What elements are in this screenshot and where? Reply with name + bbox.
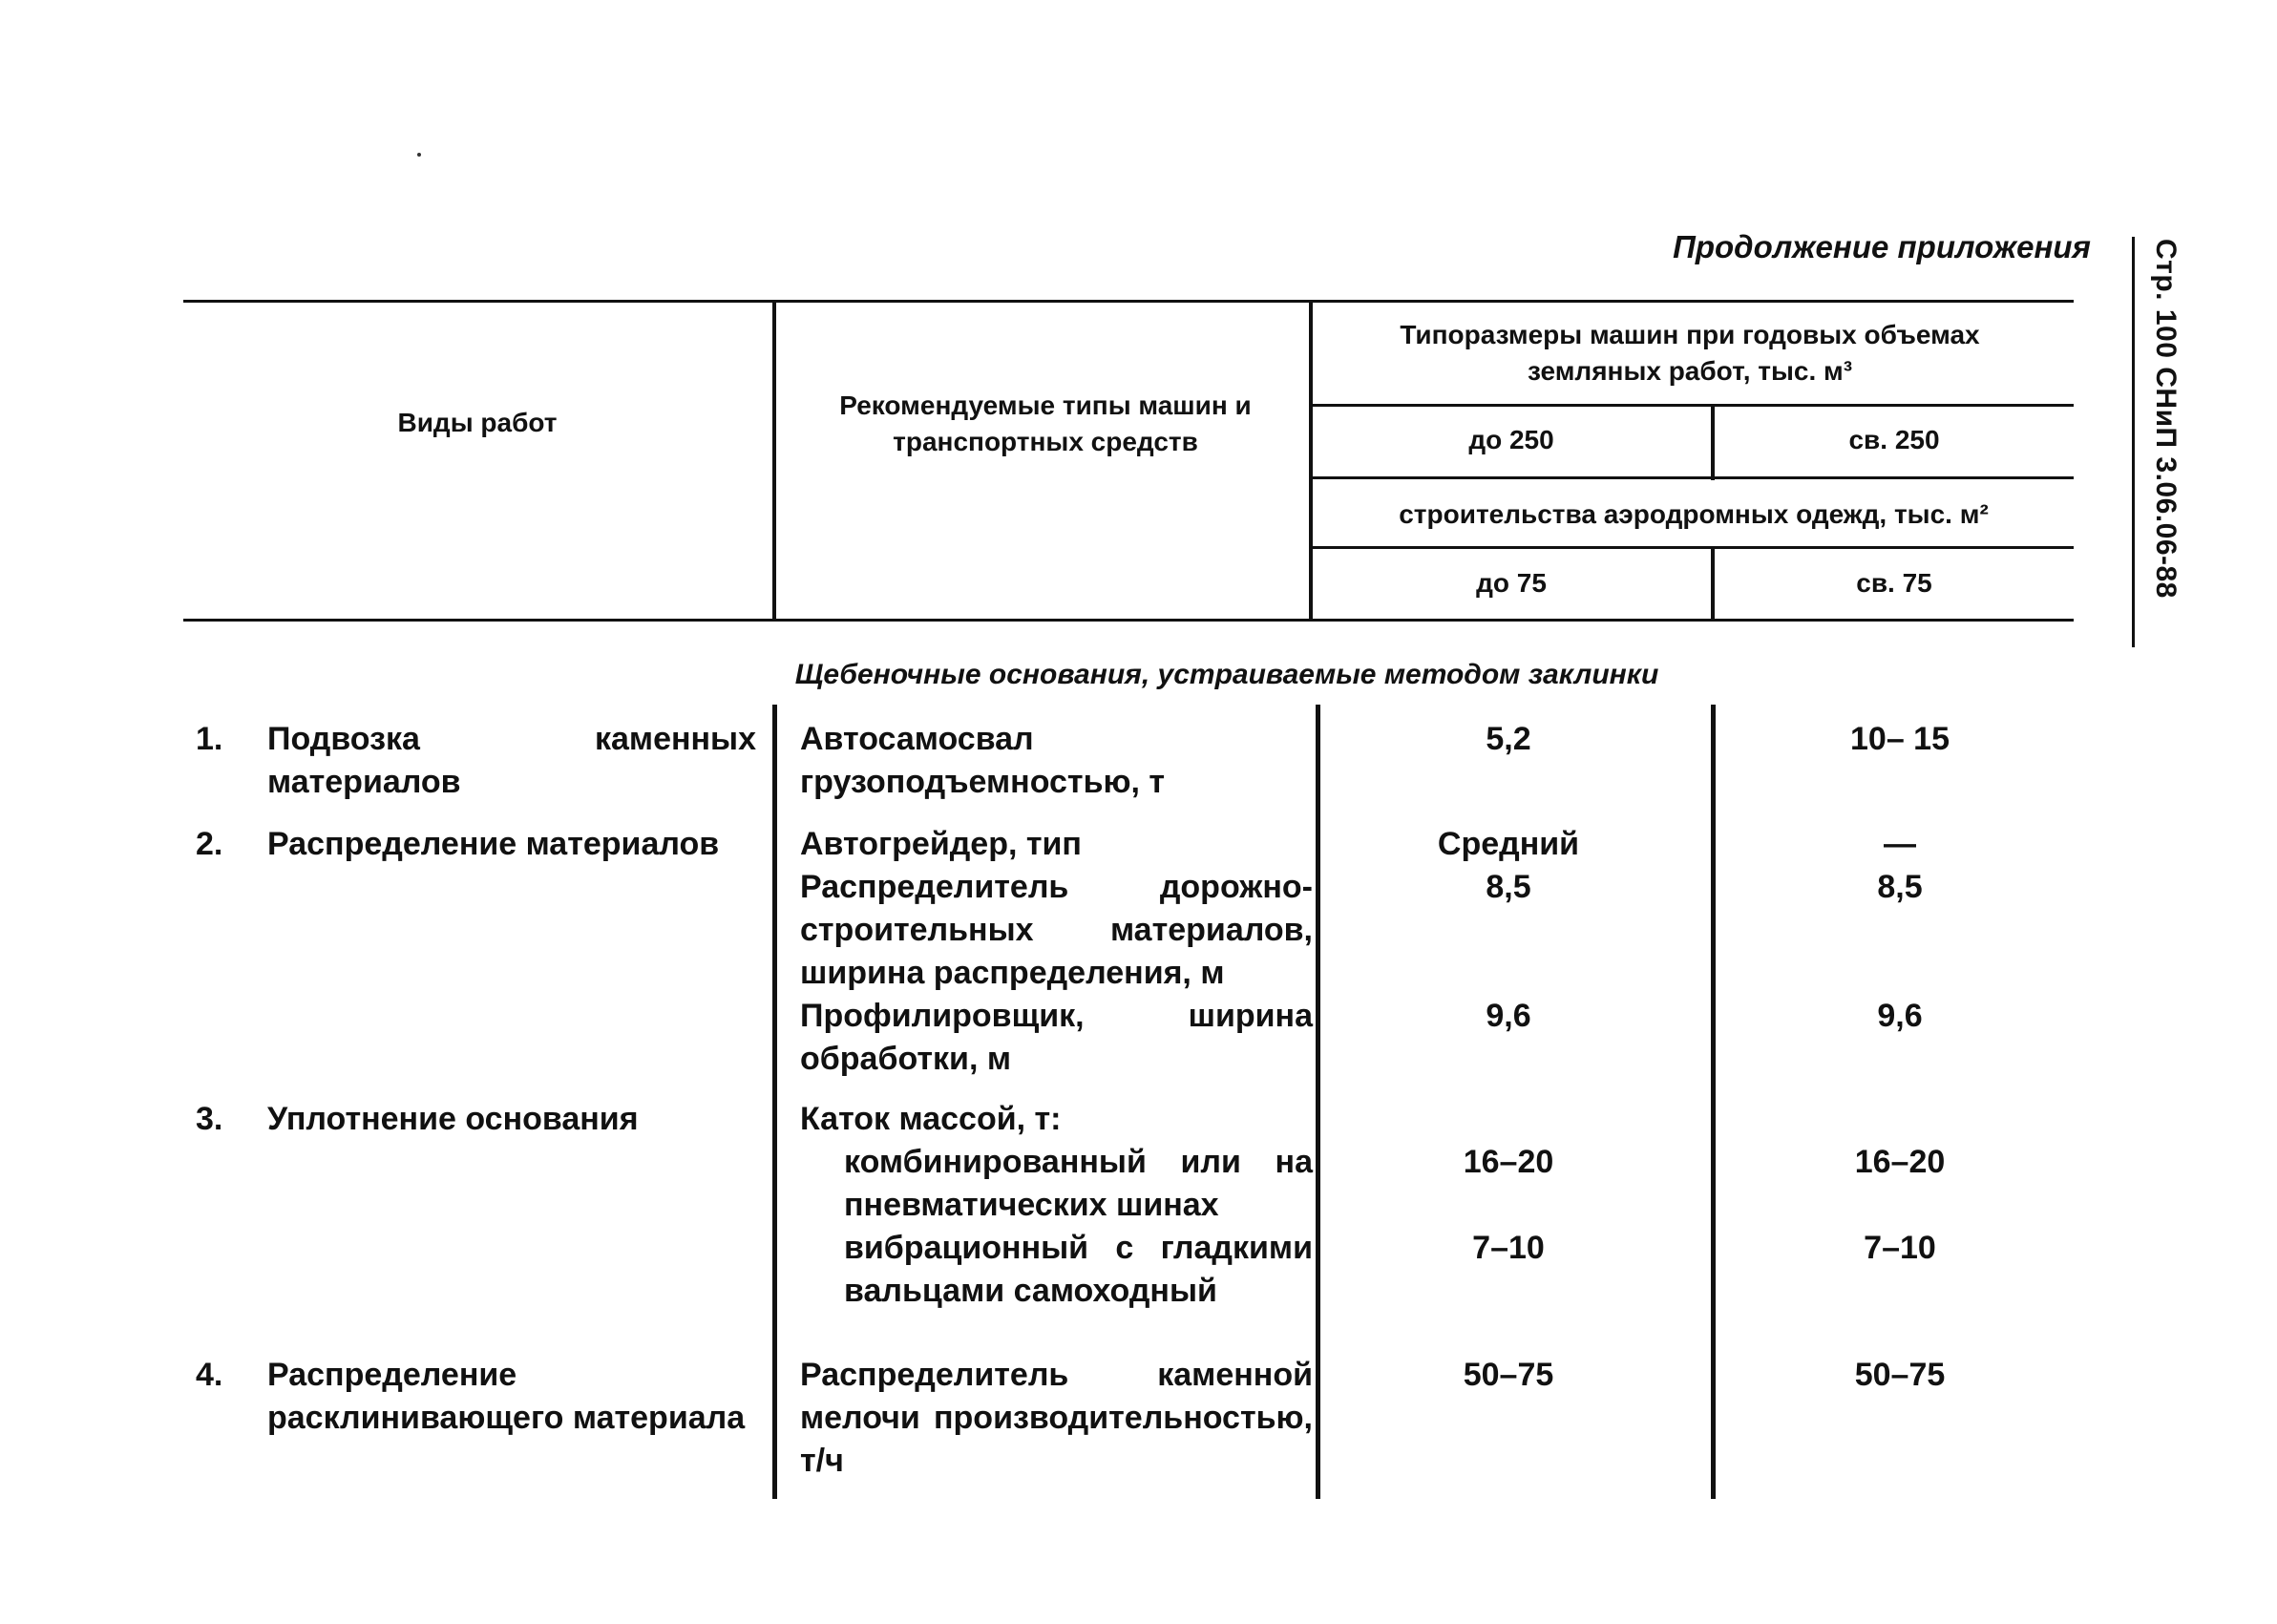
machine-type: Распределитель каменной мелочи производительностью, т/ч: [800, 1357, 1313, 1479]
header-earth-high: св. 250: [1848, 425, 1940, 454]
continuation-label: Продолжение приложения: [1673, 229, 2091, 264]
value-high: —: [1884, 826, 1916, 862]
machine-group-label: Каток массой, т:: [800, 1101, 1062, 1137]
work-type: Подвозка каменных материалов: [267, 721, 756, 800]
section-title: Щебеночные основания, устраиваемые методом заклинки: [794, 659, 1659, 690]
value-high: 16–20: [1854, 1144, 1946, 1180]
header-divider-1: [772, 300, 776, 621]
header-rule-b: [1309, 476, 2074, 479]
value-low: 9,6: [1486, 998, 1531, 1034]
value-high: 8,5: [1877, 869, 1923, 905]
value-low: 7–10: [1472, 1230, 1545, 1266]
row-number: 1.: [196, 721, 223, 757]
page-reference: Стр. 100 СНиП 3.06.06-88: [2150, 239, 2182, 599]
body-divider-2: [1316, 705, 1320, 1499]
header-earth-low: до 250: [1468, 425, 1554, 454]
row-number: 4.: [196, 1357, 223, 1393]
value-high: 9,6: [1877, 998, 1923, 1034]
header-top-rule: [183, 300, 2074, 303]
value-high: 7–10: [1864, 1230, 1936, 1266]
machine-type: комбинированный или на пневматических шинах: [844, 1144, 1313, 1223]
header-work-types: Виды работ: [397, 408, 558, 437]
value-low: Средний: [1437, 826, 1580, 862]
value-high: 50–75: [1854, 1357, 1946, 1393]
work-type: Распределение расклинивающего материала: [267, 1357, 746, 1436]
header-rule-a: [1309, 404, 2074, 407]
scan-mark: [417, 153, 421, 157]
work-type: Распределение материалов: [267, 826, 720, 862]
machine-type: Распределитель дорожно-строительных материалов, ширина распределения, м: [800, 869, 1313, 991]
value-low: 5,2: [1486, 721, 1531, 757]
body-divider-1: [772, 705, 777, 1499]
value-low: 50–75: [1463, 1357, 1554, 1393]
machine-type: Автосамосвал грузоподъемностью, т: [800, 721, 1166, 800]
row-number: 3.: [196, 1101, 223, 1137]
header-divider-2: [1309, 300, 1313, 621]
machine-type: вибрационный с гладкими вальцами самоходный: [844, 1230, 1313, 1309]
value-high: 10– 15: [1850, 721, 1950, 757]
header-rule-c: [1309, 546, 2074, 549]
body-divider-3: [1711, 705, 1716, 1499]
header-machines: Рекомендуемые типы машин и транспортных средств: [839, 390, 1252, 456]
header-bottom-rule: [183, 619, 2074, 622]
value-low: 16–20: [1463, 1144, 1554, 1180]
machine-type: Автогрейдер, тип: [800, 826, 1082, 862]
header-earthworks-group: Типоразмеры машин при годовых объемах земляных работ, тыс. м³: [1400, 320, 1980, 386]
machine-type: Профилировщик, ширина обработки, м: [800, 998, 1313, 1077]
header-air-low: до 75: [1476, 568, 1547, 598]
page-ref-rule: [2132, 237, 2135, 647]
header-air-high: св. 75: [1856, 568, 1932, 598]
row-number: 2.: [196, 826, 223, 862]
value-low: 8,5: [1486, 869, 1531, 905]
work-type: Уплотнение основания: [267, 1101, 639, 1137]
header-airfield-group: строительства аэродромных одежд, тыс. м²: [1399, 499, 1989, 529]
